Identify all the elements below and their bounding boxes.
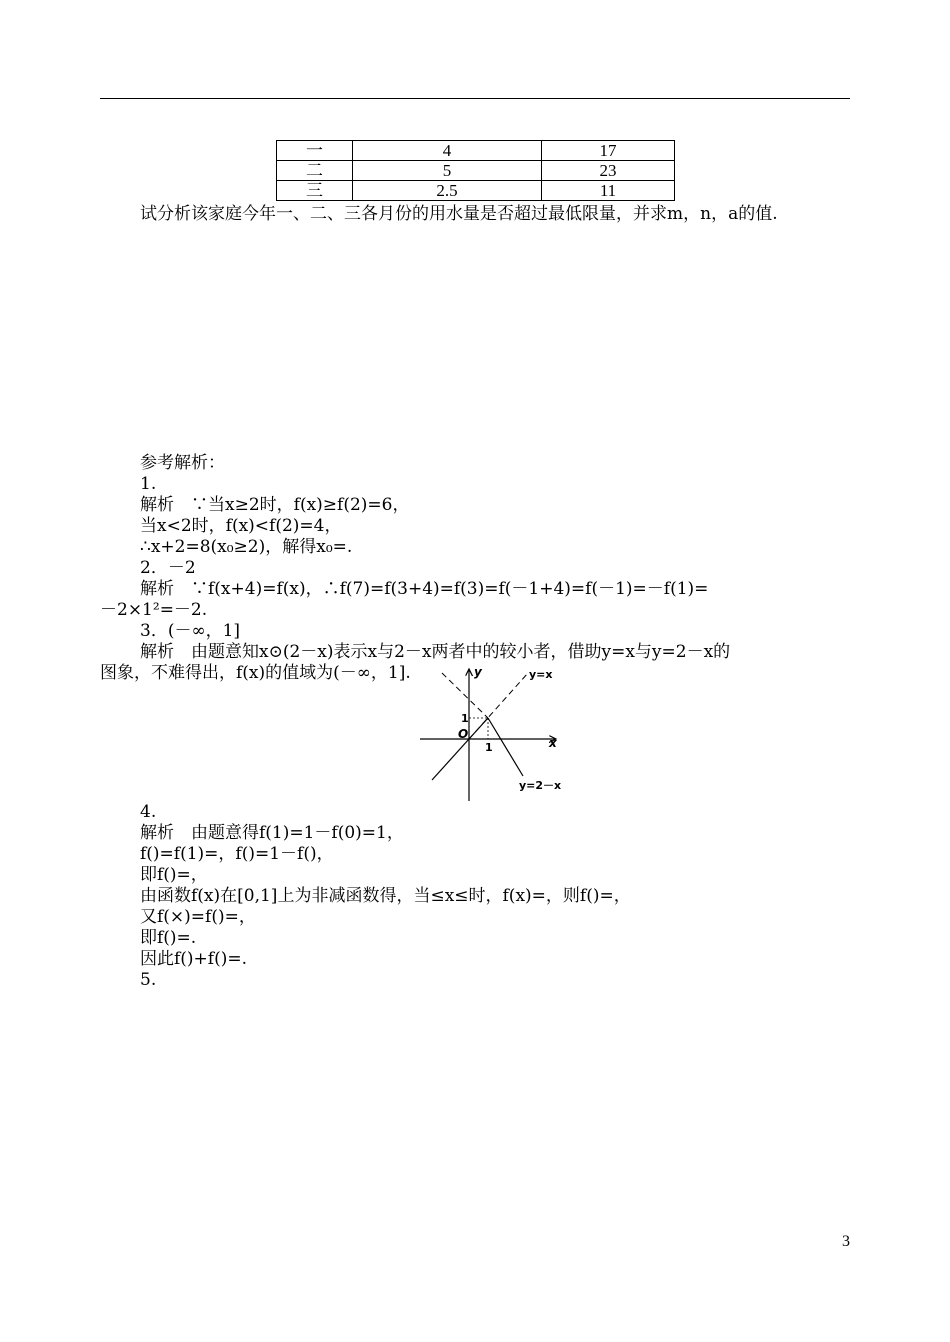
origin-label: O	[458, 727, 469, 741]
question-text: 试分析该家庭今年一、二、三各月份的用水量是否超过最低限量，并求m，n，a的值.	[140, 204, 778, 224]
table-cell: 一	[277, 141, 353, 161]
x-axis-label: x	[549, 736, 557, 750]
answer-number: 2．－2	[140, 558, 196, 578]
line-label-y-eq-2-minus-x: y=2－x	[519, 779, 562, 792]
solution-line: 解析 由题意得f(1)=1－f(0)=1，	[140, 823, 404, 843]
table-cell: 2.5	[353, 181, 542, 201]
solution-heading: 参考解析：	[140, 453, 225, 473]
water-usage-table	[276, 140, 675, 201]
table-cell: 11	[542, 181, 675, 201]
answer-number: 5.	[140, 970, 157, 990]
solution-line: 解析 由题意知x⊙(2－x)表示x与2－x两者中的较小者，借助y=x与y=2－x的	[140, 642, 731, 662]
solution-line: 解析 ∵当x≥2时，f(x)≥f(2)=6，	[140, 495, 410, 515]
answer-number: 1.	[140, 474, 157, 494]
line-y-eq-2-minus-x	[488, 718, 523, 776]
line-y-eq-x-mid	[469, 718, 488, 739]
function-graph	[418, 663, 568, 803]
solution-line: －2×1²=－2.	[100, 600, 208, 620]
line-label-y-eq-x: y=x	[529, 668, 553, 681]
line-y-eq-x-lower	[432, 739, 469, 780]
table-cell: 17	[542, 141, 675, 161]
page-number: 3	[842, 1233, 850, 1250]
table-cell: 23	[542, 161, 675, 181]
y-tick-label: 1	[461, 712, 469, 725]
solution-line: 即f()=，	[140, 865, 208, 885]
solution-line: 图象，不难得出，f(x)的值域为(－∞，1].	[100, 663, 411, 683]
solution-line: 当x<2时，f(x)<f(2)=4，	[140, 516, 342, 536]
table-row	[277, 161, 675, 181]
table-row	[277, 141, 675, 161]
table-cell: 二	[277, 161, 353, 181]
solution-line: 解析 ∵f(x+4)=f(x)，∴f(7)=f(3+4)=f(3)=f(－1+4)=f(－1)=－f(1)=	[140, 579, 709, 599]
solution-line: 因此f()+f()=.	[140, 949, 248, 969]
solution-line: f()=f(1)=，f()=1－f()，	[140, 844, 334, 864]
answer-number: 4.	[140, 802, 157, 822]
header-rule	[100, 98, 850, 99]
y-axis-label: y	[474, 665, 482, 679]
solution-line: 又f(×)=f()=，	[140, 907, 256, 927]
table-cell: 4	[353, 141, 542, 161]
solution-line: ∴x+2=8(x₀≥2)，解得x₀=.	[140, 537, 353, 557]
solution-line: 即f()=.	[140, 928, 197, 948]
table-cell: 三	[277, 181, 353, 201]
x-tick-label: 1	[485, 741, 493, 754]
answer-number: 3．(－∞，1]	[140, 621, 241, 641]
table-cell: 5	[353, 161, 542, 181]
solution-line: 由函数f(x)在[0,1]上为非减函数得，当≤x≤时，f(x)=，则f()=，	[140, 886, 631, 906]
table-row	[277, 181, 675, 201]
